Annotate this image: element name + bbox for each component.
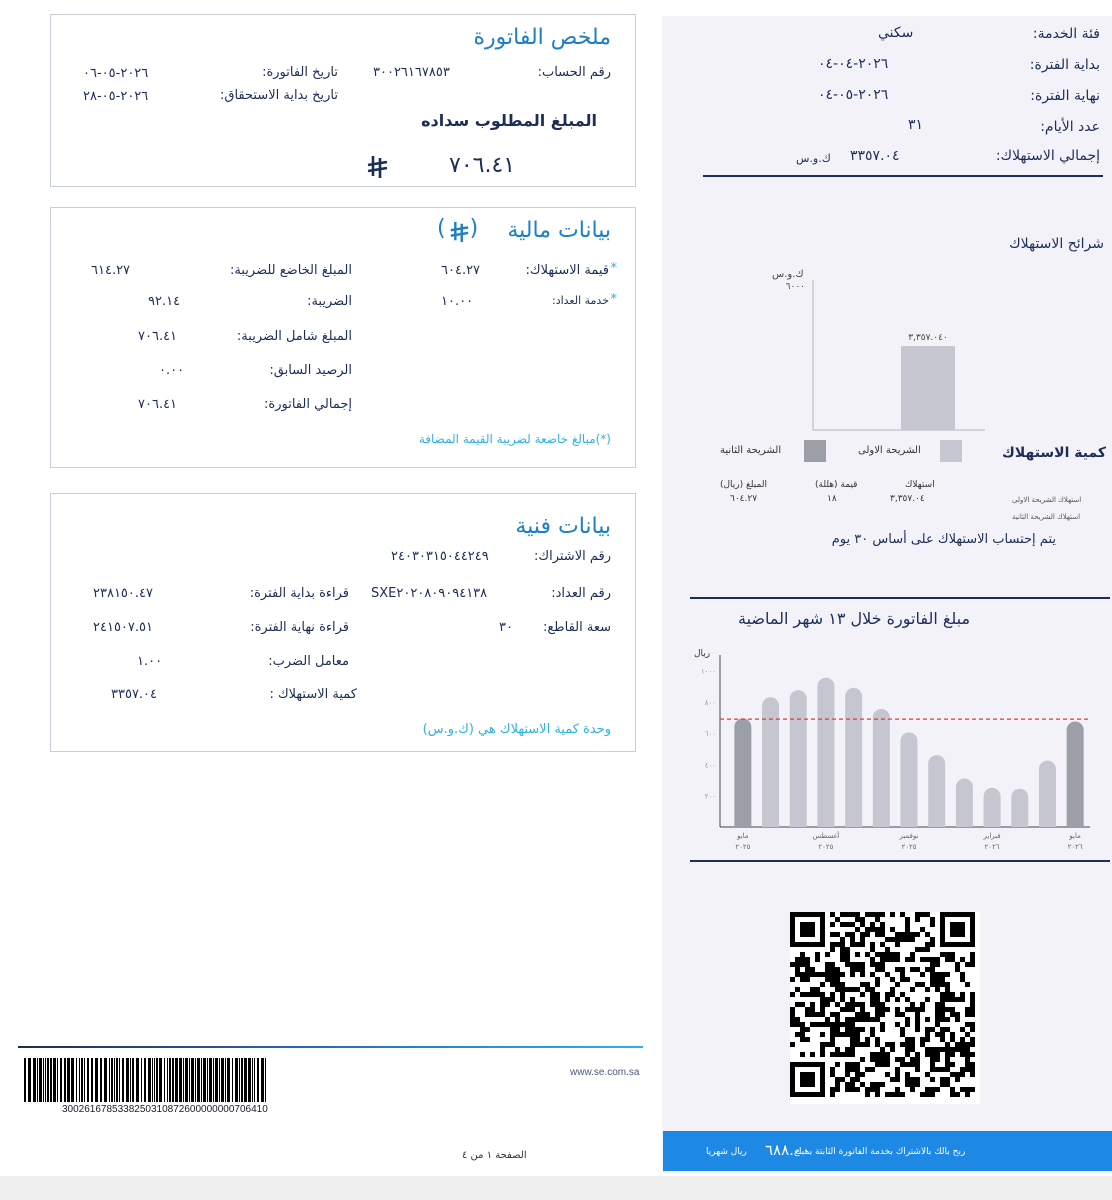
quantity-value: ٣٣٥٧.٠٤ xyxy=(111,687,158,702)
financial-title: بيانات مالية xyxy=(507,218,611,243)
account-value: ٣٠٠٢٦١٦٧٨٥٣ xyxy=(373,65,450,80)
period-start-value: ٢٠٢٦-٠٤-٠٤ xyxy=(818,56,889,72)
tier1-legend-swatch xyxy=(940,440,962,462)
tier-col-amount-value: ٦٠٤.٢٧ xyxy=(730,494,758,504)
history-month-label: نوفمبر xyxy=(899,832,919,840)
multiplier-value: ١.٠٠ xyxy=(137,654,163,669)
history-month-label: فبراير xyxy=(983,832,1001,840)
service-category-label: فئة الخدمة: xyxy=(1032,26,1100,42)
tax-value: ٩٢.١٤ xyxy=(148,294,181,309)
history-bar xyxy=(928,755,945,827)
quantity-label: كمية الاستهلاك : xyxy=(269,687,357,702)
end-reading-label: قراءة نهاية الفترة: xyxy=(250,620,349,635)
start-reading-label: قراءة بداية الفترة: xyxy=(249,586,349,601)
bill-summary-card xyxy=(50,14,636,187)
history-month-label: أغسطس xyxy=(812,832,840,840)
riyal-icon xyxy=(365,154,389,180)
history-bar xyxy=(845,688,862,827)
period-end-value: ٢٠٢٦-٠٥-٠٤ xyxy=(818,87,889,103)
history-year-label: ٢٠٢٦ xyxy=(1067,843,1083,851)
end-reading-value: ٢٤١٥٠٧.٥١ xyxy=(93,620,153,635)
history-year-label: ٢٠٢٥ xyxy=(735,843,751,851)
tax-label: الضريبة: xyxy=(307,294,352,309)
start-reading-value: ٢٣٨١٥٠.٤٧ xyxy=(93,586,153,601)
consumption-tier-chart xyxy=(690,270,990,440)
asterisk-icon: * xyxy=(610,292,617,307)
history-year-label: ٢٠٢٦ xyxy=(984,843,1000,851)
qr-finder-pattern xyxy=(790,1062,825,1097)
history-bar xyxy=(1039,761,1056,827)
quantity-legend-label: كمية الاستهلاك xyxy=(1001,445,1106,461)
history-title: مبلغ الفاتورة خلال ١٣ شهر الماضية xyxy=(738,609,971,628)
tier-col-amount: المبلغ (ريال) xyxy=(720,480,767,490)
financial-data-card xyxy=(50,207,636,468)
days-value: ٣١ xyxy=(908,117,924,133)
bill-date-value: ٢٠٢٦-٠٥-٠٦ xyxy=(83,66,149,81)
tier2-legend-label: الشريحة الثانية xyxy=(720,445,782,456)
incl-tax-label: المبلغ شامل الضريبة: xyxy=(236,329,352,344)
qr-finder-pattern xyxy=(790,912,825,947)
amount-due-value: ٧٠٦.٤١ xyxy=(449,153,516,178)
multiplier-label: معامل الضرب: xyxy=(268,654,349,669)
history-y-tick-label: ١٠٠٠ xyxy=(700,667,716,676)
capacity-label: سعة القاطع: xyxy=(542,620,611,635)
history-divider xyxy=(690,597,1110,599)
technical-data-card xyxy=(50,493,636,752)
history-bar xyxy=(734,718,751,827)
tier-row2-label: استهلاك الشريحة الثانية xyxy=(1012,513,1081,521)
history-y-tick-label: ٤٠٠ xyxy=(704,761,716,770)
history-bar xyxy=(817,678,834,827)
financial-title-icon-wrap: ( ) xyxy=(437,216,479,241)
amount-due-label: المبلغ المطلوب سداده xyxy=(421,111,597,130)
bill-date-label: تاريخ الفاتورة: xyxy=(262,65,338,80)
tier1-data-label: ٣,٣٥٧.٠٤٠ xyxy=(908,333,948,344)
history-bar xyxy=(1011,789,1028,827)
history-year-label: ٢٠٢٥ xyxy=(818,843,834,851)
period-start-label: بداية الفترة: xyxy=(1029,57,1100,73)
total-label: إجمالي الفاتورة: xyxy=(264,397,352,412)
capacity-value: ٣٠ xyxy=(499,620,513,635)
tier1-legend-label: الشريحة الاولى xyxy=(858,445,921,456)
page-number: الصفحة ١ من ٤ xyxy=(462,1150,527,1161)
subscription-value: ٢٤٠٣٠٣١٥٠٤٤٢٤٩ xyxy=(391,549,489,564)
meter-number-value: SXE٢٠٢٠٨٠٩٠٩٤١٣٨ xyxy=(371,586,488,601)
consumption-basis-note: يتم إحتساب الاستهلاك على أساس ٣٠ يوم xyxy=(831,532,1056,547)
days-label: عدد الأيام: xyxy=(1040,119,1100,135)
history-bar xyxy=(873,709,890,827)
website-link[interactable]: www.se.com.sa xyxy=(570,1067,640,1078)
tier-row1-label: استهلاك الشريحة الاولى xyxy=(1012,496,1082,504)
footer-divider xyxy=(18,1046,643,1048)
summary-title: ملخص الفاتورة xyxy=(473,25,611,50)
promo-suffix: ريال شهريا xyxy=(706,1147,747,1157)
qr-finder-pattern xyxy=(940,912,975,947)
unit-note: وحدة كمية الاستهلاك هي (ك.و.س) xyxy=(422,722,611,737)
history-y-tick-label: ٦٠٠ xyxy=(704,730,716,739)
total-consumption-label: إجمالي الاستهلاك: xyxy=(995,148,1100,164)
taxable-value: ٦١٤.٢٧ xyxy=(91,263,131,278)
tier1-bar xyxy=(901,346,955,430)
service-category-value: سكني xyxy=(878,25,914,41)
riyal-icon xyxy=(448,220,470,244)
history-bar xyxy=(1067,721,1084,827)
total-consumption-value: ٣٣٥٧.٠٤ xyxy=(850,148,900,164)
payment-qr-code xyxy=(790,912,980,1104)
tier-col-price: قيمة (هللة) xyxy=(815,480,858,490)
bill-history-chart xyxy=(690,640,1100,870)
subscription-label: رقم الاشتراك: xyxy=(534,549,611,564)
period-end-label: نهاية الفترة: xyxy=(1030,88,1100,104)
prev-balance-value: ٠.٠٠ xyxy=(159,363,185,378)
total-consumption-unit: ك.و.س xyxy=(796,152,831,165)
incl-tax-value: ٧٠٦.٤١ xyxy=(138,329,178,344)
tiers-title: شرائح الاستهلاك xyxy=(1009,236,1104,252)
meter-service-label: خدمة العداد: xyxy=(551,294,609,307)
meter-service-value: ١٠.٠٠ xyxy=(441,294,474,309)
page-bottom-strip xyxy=(0,1176,1112,1200)
consumption-value-label: قيمة الاستهلاك: xyxy=(525,263,609,278)
service-divider xyxy=(703,175,1103,177)
history-y-tick-label: ٢٠٠ xyxy=(704,792,716,801)
prev-balance-label: الرصيد السابق: xyxy=(269,363,352,378)
history-bar xyxy=(956,779,973,827)
asterisk-icon: * xyxy=(610,261,617,276)
promo-text: ربح بالك بالاشتراك بخدمة الفاتورة الثابتة بمبلغ xyxy=(794,1147,966,1157)
history-bottom-divider xyxy=(690,860,1110,862)
history-month-label: مايو xyxy=(737,832,749,840)
tier-col-consumption-value: ٣,٣٥٧.٠٤ xyxy=(890,494,925,504)
promo-amount: ٦٨٨.٠٠ xyxy=(765,1141,811,1159)
tier-col-price-value: ١٨ xyxy=(827,494,837,504)
history-bar xyxy=(762,697,779,827)
meter-number-label: رقم العداد: xyxy=(551,586,611,601)
total-value: ٧٠٦.٤١ xyxy=(138,397,178,412)
tiers-unit: ك.و.س xyxy=(772,269,804,280)
tier-col-consumption: استهلاك xyxy=(905,480,935,490)
barcode-number: 3002616785338250310872600000000706410 xyxy=(62,1104,268,1115)
history-unit: ريال xyxy=(694,649,711,659)
technical-title: بيانات فنية xyxy=(515,514,611,539)
tier2-legend-swatch xyxy=(804,440,826,462)
barcode xyxy=(24,1058,342,1102)
consumption-value: ٦٠٤.٢٧ xyxy=(441,263,481,278)
vat-note: (*)مبالغ خاضعة لضريبة القيمة المضافة xyxy=(418,432,611,446)
taxable-label: المبلغ الخاضع للضريبة: xyxy=(230,263,352,278)
history-bar xyxy=(901,732,918,827)
history-year-label: ٢٠٢٥ xyxy=(901,843,917,851)
due-date-value: ٢٠٢٦-٠٥-٢٨ xyxy=(83,89,149,104)
tier-y-tick-label: ٦٠٠٠ xyxy=(785,282,805,292)
history-bar xyxy=(790,690,807,827)
history-y-tick-label: ٨٠٠ xyxy=(704,698,716,707)
due-date-label: تاريخ بداية الاستحقاق: xyxy=(219,88,338,103)
history-bar xyxy=(984,788,1001,827)
history-month-label: مايو xyxy=(1069,832,1081,840)
account-label: رقم الحساب: xyxy=(537,65,611,80)
